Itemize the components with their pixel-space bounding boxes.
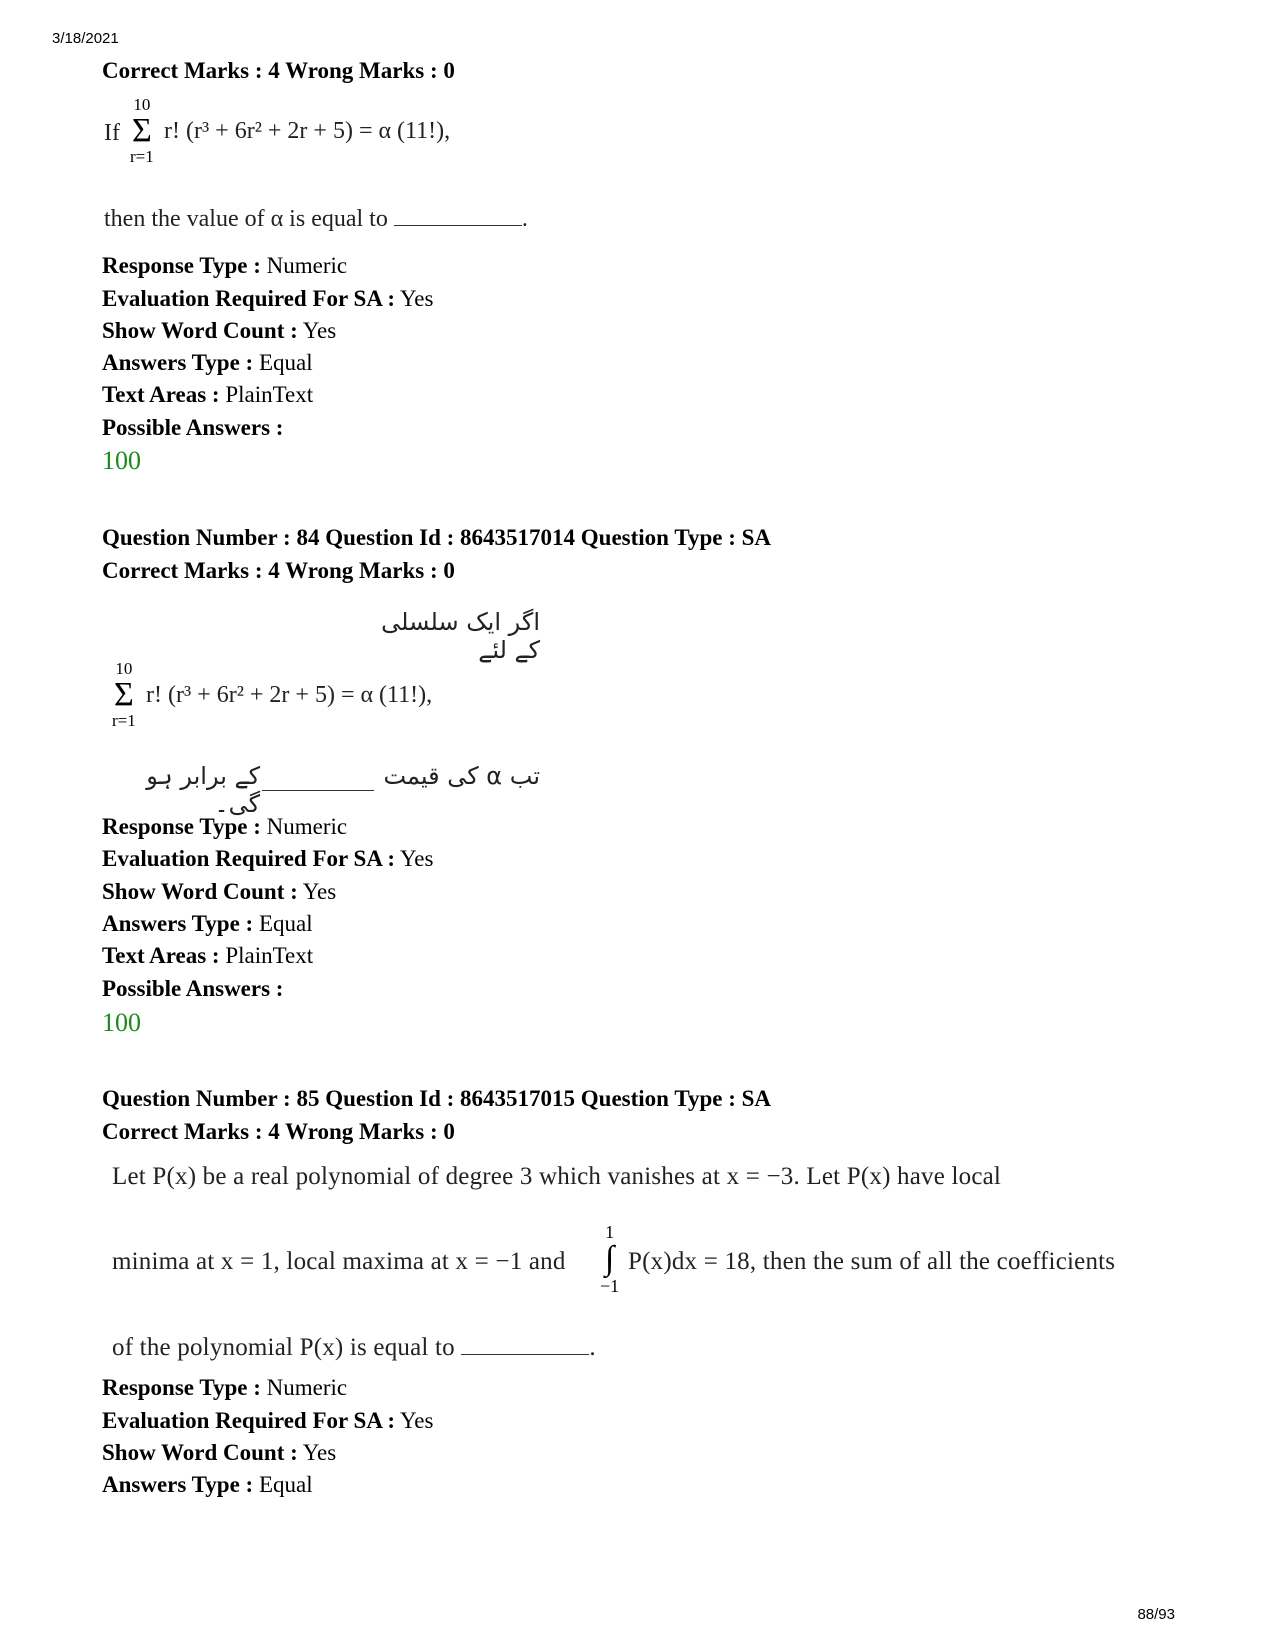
q85-int-upper: 1 [605, 1222, 615, 1242]
q83-answers-type: Answers Type : Equal [102, 350, 313, 375]
page-number: 88/93 [1137, 1606, 1175, 1623]
q84-possible-answer: 100 [102, 1008, 141, 1037]
q85-response-type: Response Type : Numeric [102, 1375, 348, 1400]
q85-line2-a: minima at x = 1, local maxima at x = −1 and [112, 1248, 566, 1275]
q83-evaluation-required: Evaluation Required For SA : Yes [102, 286, 434, 311]
q85-integral [600, 1222, 619, 1296]
q83-text-areas: Text Areas : PlainText [102, 382, 314, 407]
q84-urdu-line2-right: تب α کی قیمت [383, 762, 540, 790]
q84-possible-answers-label: Possible Answers : [102, 976, 284, 1001]
q84-evaluation-required: Evaluation Required For SA : Yes [102, 846, 434, 871]
q84-marks-line: Correct Marks : 4 Wrong Marks : 0 [102, 558, 455, 583]
q83-response-type: Response Type : Numeric [102, 253, 348, 278]
q83-sum-upper: 10 [133, 95, 151, 114]
q85-line2-b: P(x)dx = 18, then the sum of all the coefficients [628, 1248, 1116, 1275]
sigma-icon: Σ [113, 676, 134, 713]
q83-marks-line: Correct Marks : 4 Wrong Marks : 0 [102, 58, 455, 83]
q84-answers-type: Answers Type : Equal [102, 911, 313, 936]
q84-urdu-line1: اگر ایک سلسلی کے لئے [381, 608, 540, 664]
q85-line3: of the polynomial P(x) is equal to . [112, 1334, 596, 1361]
q83-expression: r! (r³ + 6r² + 2r + 5) = α (11!), [164, 118, 451, 144]
sigma-icon: Σ [131, 112, 152, 149]
answer-blank [262, 790, 374, 791]
q83-then-line: then the value of α is equal to . [104, 206, 528, 232]
q84-summation [112, 660, 136, 730]
q84-expression: r! (r³ + 6r² + 2r + 5) = α (11!), [146, 682, 433, 708]
q83-summation [130, 96, 154, 166]
q85-marks-line: Correct Marks : 4 Wrong Marks : 0 [102, 1119, 455, 1144]
q83-if-text: If [104, 120, 120, 146]
q84-text-areas: Text Areas : PlainText [102, 943, 314, 968]
q84-header-line: Question Number : 84 Question Id : 8643517014 Question Type : SA [102, 525, 772, 550]
page-date: 3/18/2021 [52, 30, 119, 47]
q85-answers-type: Answers Type : Equal [102, 1472, 313, 1497]
q83-show-word-count: Show Word Count : Yes [102, 318, 337, 343]
q84-sum-upper: 10 [115, 659, 133, 678]
q83-possible-answer: 100 [102, 446, 141, 475]
q84-urdu-line2-left: کے برابر ہو گی۔ [146, 762, 260, 818]
q85-show-word-count: Show Word Count : Yes [102, 1440, 337, 1465]
q85-int-lower: −1 [600, 1276, 620, 1296]
q85-line1: Let P(x) be a real polynomial of degree 3 which vanishes at x = −3. Let P(x) have local [112, 1163, 1002, 1190]
q85-evaluation-required: Evaluation Required For SA : Yes [102, 1408, 434, 1433]
q84-response-type: Response Type : Numeric [102, 814, 348, 839]
q84-show-word-count: Show Word Count : Yes [102, 879, 337, 904]
q83-possible-answers-label: Possible Answers : [102, 415, 284, 440]
integral-icon: ∫ [604, 1240, 615, 1277]
answer-blank [461, 1353, 589, 1355]
q84-sum-lower: r=1 [112, 711, 136, 730]
q85-header-line: Question Number : 85 Question Id : 8643517015 Question Type : SA [102, 1086, 772, 1111]
answer-blank [394, 224, 522, 226]
q83-sum-lower: r=1 [130, 147, 154, 166]
